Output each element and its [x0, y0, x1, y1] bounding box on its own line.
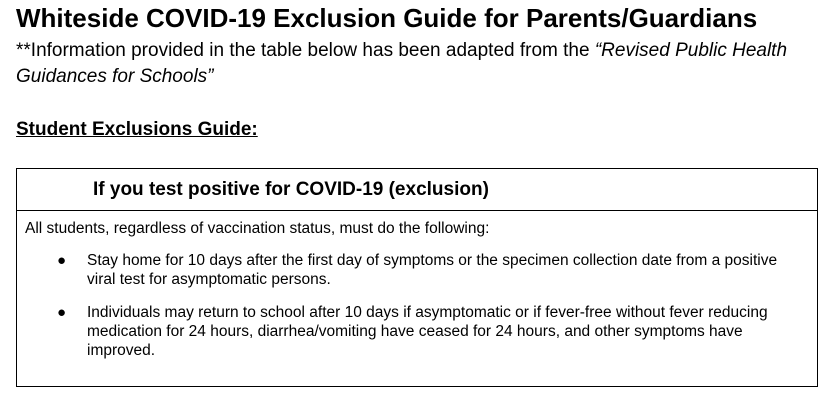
document-title: Whiteside COVID-19 Exclusion Guide for Parents/Guardians [16, 3, 758, 33]
bullet-icon: ● [57, 304, 67, 321]
exclusion-table [16, 168, 818, 387]
list-item [25, 303, 809, 360]
intro-paragraph [16, 38, 816, 90]
intro-text: **Information provided in the table below has been adapted from the [16, 40, 595, 61]
table-header: If you test positive for COVID-19 (exclusion) [17, 169, 817, 211]
bullet-list [25, 251, 809, 360]
list-item [25, 251, 809, 289]
section-heading: Student Exclusions Guide: [16, 119, 258, 140]
intro-citation: “Revised Public Health Guidances for Schools” [16, 40, 788, 87]
bullet-icon: ● [57, 252, 67, 269]
list-item-text: Individuals may return to school after 10 days if asymptomatic or if fever-free without fever reducing medication for 24 hours, diarrhea/vomiting have ceased for 24 hours, and other symptoms have improved. [87, 304, 768, 359]
list-item-text: Stay home for 10 days after the first day of symptoms or the specimen collection date from a positive viral test for asymptomatic persons. [87, 252, 778, 288]
table-body [17, 211, 817, 360]
table-intro-text: All students, regardless of vaccination status, must do the following: [25, 220, 490, 237]
